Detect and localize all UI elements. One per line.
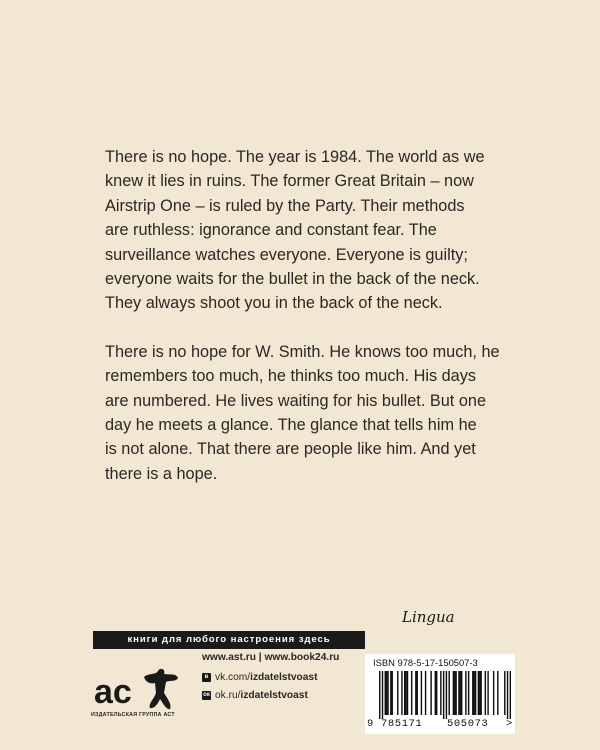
blurb-line: there is a hope. [105, 464, 218, 483]
barcode-digit-first: 9 [367, 718, 374, 730]
ok-handle: izdatelstvoast [240, 690, 308, 701]
blurb-paragraph-1 [105, 145, 575, 316]
barcode-bar [478, 671, 479, 715]
barcode-bar [392, 671, 393, 715]
barcode-bar [446, 671, 447, 719]
blurb-line: everyone waits for the bullet in the back of the neck. [105, 270, 480, 289]
barcode-bar [385, 671, 386, 715]
barcode-bar [421, 671, 422, 715]
tagline-banner: книги для любого настроения здесь [93, 631, 365, 649]
blurb-line: day he meets a glance. The glance that tells him he [105, 416, 477, 435]
barcode-bar [435, 671, 436, 715]
barcode-bar [479, 671, 480, 715]
barcode-bar [436, 671, 437, 715]
barcode-bar [485, 671, 486, 715]
barcode-bar [510, 671, 511, 719]
blurb-line: is not alone. That there are people like him. And yet [105, 440, 476, 459]
blurb-line: are ruthless: ignorance and constant fear. The [105, 221, 437, 240]
barcode-bar [461, 671, 462, 715]
blurb-paragraph-2 [105, 340, 575, 486]
barcode-bar [475, 671, 476, 715]
barcode-bar [430, 671, 431, 715]
barcode-bar [453, 671, 454, 715]
barcode-bar [465, 671, 466, 715]
ok-link[interactable] [202, 690, 308, 701]
barcode-bar [440, 671, 441, 715]
barcode [379, 671, 511, 719]
publisher-caption: ИЗДАТЕЛЬСКАЯ ГРУППА АСТ [91, 712, 175, 718]
blurb-line: They always shoot you in the back of the neck. [105, 294, 443, 313]
barcode-bar [443, 671, 444, 719]
barcode-bar [382, 671, 383, 719]
barcode-bar [458, 671, 459, 715]
isbn-barcode-block [365, 654, 515, 734]
blurb-line: are numbered. He lives waiting for his bullet. But one [105, 391, 487, 410]
barcode-bar [401, 671, 402, 715]
vk-prefix: vk.com/ [215, 672, 251, 683]
blurb-line: knew it lies in ruins. The former Great Britain – now [105, 172, 474, 191]
barcode-bar [507, 671, 508, 719]
barcode-bar [455, 671, 456, 715]
publisher-websites[interactable]: www.ast.ru | www.book24.ru [202, 652, 340, 663]
barcode-bar [390, 671, 391, 715]
barcode-bar [472, 671, 473, 715]
barcode-bar [387, 671, 388, 715]
barcode-bar [386, 671, 387, 715]
barcode-bar [405, 671, 406, 715]
ok-icon: ок [203, 692, 210, 698]
barcode-bar [404, 671, 405, 715]
isbn-label: ISBN 978-5-17-150507-3 [373, 657, 478, 668]
blurb-line: remembers too much, he thinks too much. His days [105, 367, 477, 386]
barcode-bar [487, 671, 488, 715]
barcode-bar [411, 671, 412, 715]
barcode-bar [397, 671, 398, 715]
barcode-bar [480, 671, 481, 715]
blurb-line: Airstrip One – is ruled by the Party. Their methods [105, 196, 465, 215]
blurb-line: There is no hope. The year is 1984. The world as we [105, 148, 485, 166]
barcode-digits-right: 505073 [447, 718, 489, 730]
barcode-bar [417, 671, 418, 715]
barcode-digits-left: 785171 [381, 718, 423, 730]
vk-link[interactable] [202, 672, 317, 683]
blurb-line: surveillance watches everyone. Everyone is guilty; [105, 245, 468, 264]
barcode-bar [454, 671, 455, 715]
barcode-bar [379, 671, 380, 719]
svg-text:ac: ac [94, 673, 132, 711]
back-cover-blurb [105, 145, 575, 510]
barcode-bar [407, 671, 408, 715]
barcode-bar [460, 671, 461, 715]
blurb-line: There is no hope for W. Smith. He knows too much, he [105, 342, 500, 361]
barcode-bar [493, 671, 494, 715]
ok-prefix: ok.ru/ [215, 690, 241, 701]
barcode-bar [504, 671, 505, 715]
barcode-bar [473, 671, 474, 715]
lingua-logo-text: Lingua [402, 608, 455, 626]
vk-handle: izdatelstvoast [250, 672, 318, 683]
barcode-bar [448, 671, 449, 715]
lingua-imprint-logo [402, 608, 455, 626]
barcode-bar [468, 671, 469, 715]
barcode-bar [415, 671, 416, 715]
barcode-bar [425, 671, 426, 715]
barcode-quiet-zone-mark: > [506, 718, 513, 730]
vk-icon: в [202, 673, 211, 682]
barcode-bar [497, 671, 498, 715]
